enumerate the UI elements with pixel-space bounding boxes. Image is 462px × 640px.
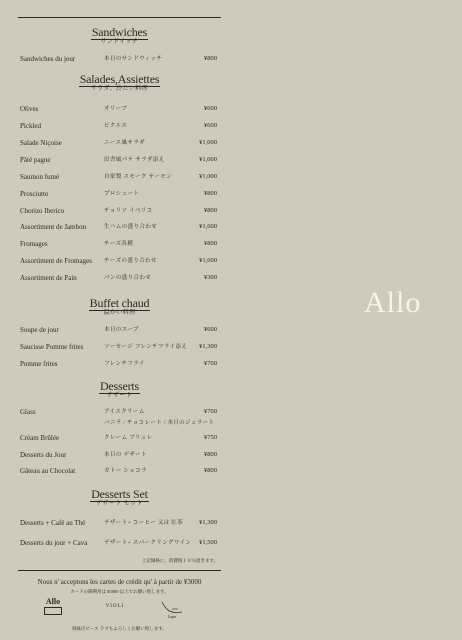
menu-item: Prosciutto プロシュート ¥800 bbox=[20, 190, 217, 198]
section-subtitle-buffet: 温かい料理 bbox=[103, 310, 136, 316]
section-title-buffet: Buffet chaud bbox=[89, 296, 150, 310]
menu-item: Saumon fumé 自家製 スモーク サーモン ¥1,000 bbox=[20, 173, 217, 181]
menu-item: Desserts du Jour 本日の デザート ¥800 bbox=[20, 451, 217, 459]
lupe-logo: Lupe bbox=[156, 600, 188, 619]
section-subtitle-sandwiches: サンドイッチ bbox=[100, 39, 139, 45]
divider bbox=[18, 570, 221, 571]
menu-item: Gâteau au Chocolat ガトー ショコラ ¥800 bbox=[20, 467, 217, 475]
menu-item: Assortiment de Jambon 生ハムの盛り合わせ ¥1,600 bbox=[20, 223, 217, 231]
menu-item: Olives オリーブ ¥600 bbox=[20, 105, 217, 113]
section-title-salades: Salades,Assiettes bbox=[79, 72, 160, 86]
credit-card-note-jp: カードの御利用は ¥3000 以上でお願い致します。 bbox=[70, 589, 169, 594]
top-rule bbox=[18, 17, 221, 18]
credit-card-note: Nous n' acceptons les cartes de crédit qu' à partir de ¥3000 bbox=[37, 578, 202, 586]
menu-item: Chorizo Iberico チョリソ イベリコ ¥800 bbox=[20, 207, 217, 215]
menu-item: Desserts + Café au Thé デザート+ コーヒー 又は 紅茶 ¥1,300 bbox=[20, 519, 217, 527]
menu-item: Glass アイスクリーム バニラ / チョコレート / 本日のジェラート ¥700 bbox=[20, 408, 217, 426]
section-subtitle-desserts: デザート bbox=[106, 393, 133, 399]
menu-item: Assortiment de Fromages チーズの盛り合わせ ¥1,600 bbox=[20, 257, 217, 265]
section-title-sandwiches: Sandwiches bbox=[91, 25, 148, 39]
menu-item: Fromages チーズ各種 ¥800 bbox=[20, 240, 217, 248]
tax-note: 上記価格に、消費税１０％頂きます。 bbox=[141, 558, 218, 563]
section-subtitle-salades: サラダ、冷たい料理 bbox=[90, 86, 149, 92]
allo-brand-logo: Allo bbox=[364, 286, 422, 319]
menu-item: Assortiment de Pain パンの盛り合わせ ¥300 bbox=[20, 274, 217, 282]
menu-item: Saucisse Pomme frites ソーセージ フレンチフライ添え ¥1,300 bbox=[20, 343, 217, 351]
menu-item: Desserts du jour + Cava デザート+ スパークリングワイン ¥1,500 bbox=[20, 539, 217, 547]
section-subtitle-desserts-set: デザート セット bbox=[96, 501, 143, 507]
menu-item: Soupe de jour 本日のスープ ¥600 bbox=[20, 326, 217, 334]
violi-logo: VIOLI bbox=[105, 604, 125, 609]
menu-item: Créam Brûlée クレーム ブリュレ ¥750 bbox=[20, 434, 217, 442]
sister-store-note: 姉妹店ビース ラブもよろしくお願い致します。 bbox=[72, 626, 167, 631]
allo-logo-small: Allo bbox=[38, 597, 68, 615]
menu-item: Salade Niçoise ニース風サラダ ¥1,000 bbox=[20, 139, 217, 147]
section-title-desserts-set: Desserts Set bbox=[91, 487, 148, 501]
menu-item: Sandwiches du jour 本日のサンドウィッチ ¥800 bbox=[20, 55, 217, 63]
menu-item: Pomme frites フレンチフライ ¥700 bbox=[20, 360, 217, 368]
menu-item: Pâté pagne 田舎風パテ サラダ添え ¥1,000 bbox=[20, 156, 217, 164]
section-title-desserts: Desserts bbox=[99, 379, 140, 393]
menu-item: Pickled ピクルス ¥600 bbox=[20, 122, 217, 130]
